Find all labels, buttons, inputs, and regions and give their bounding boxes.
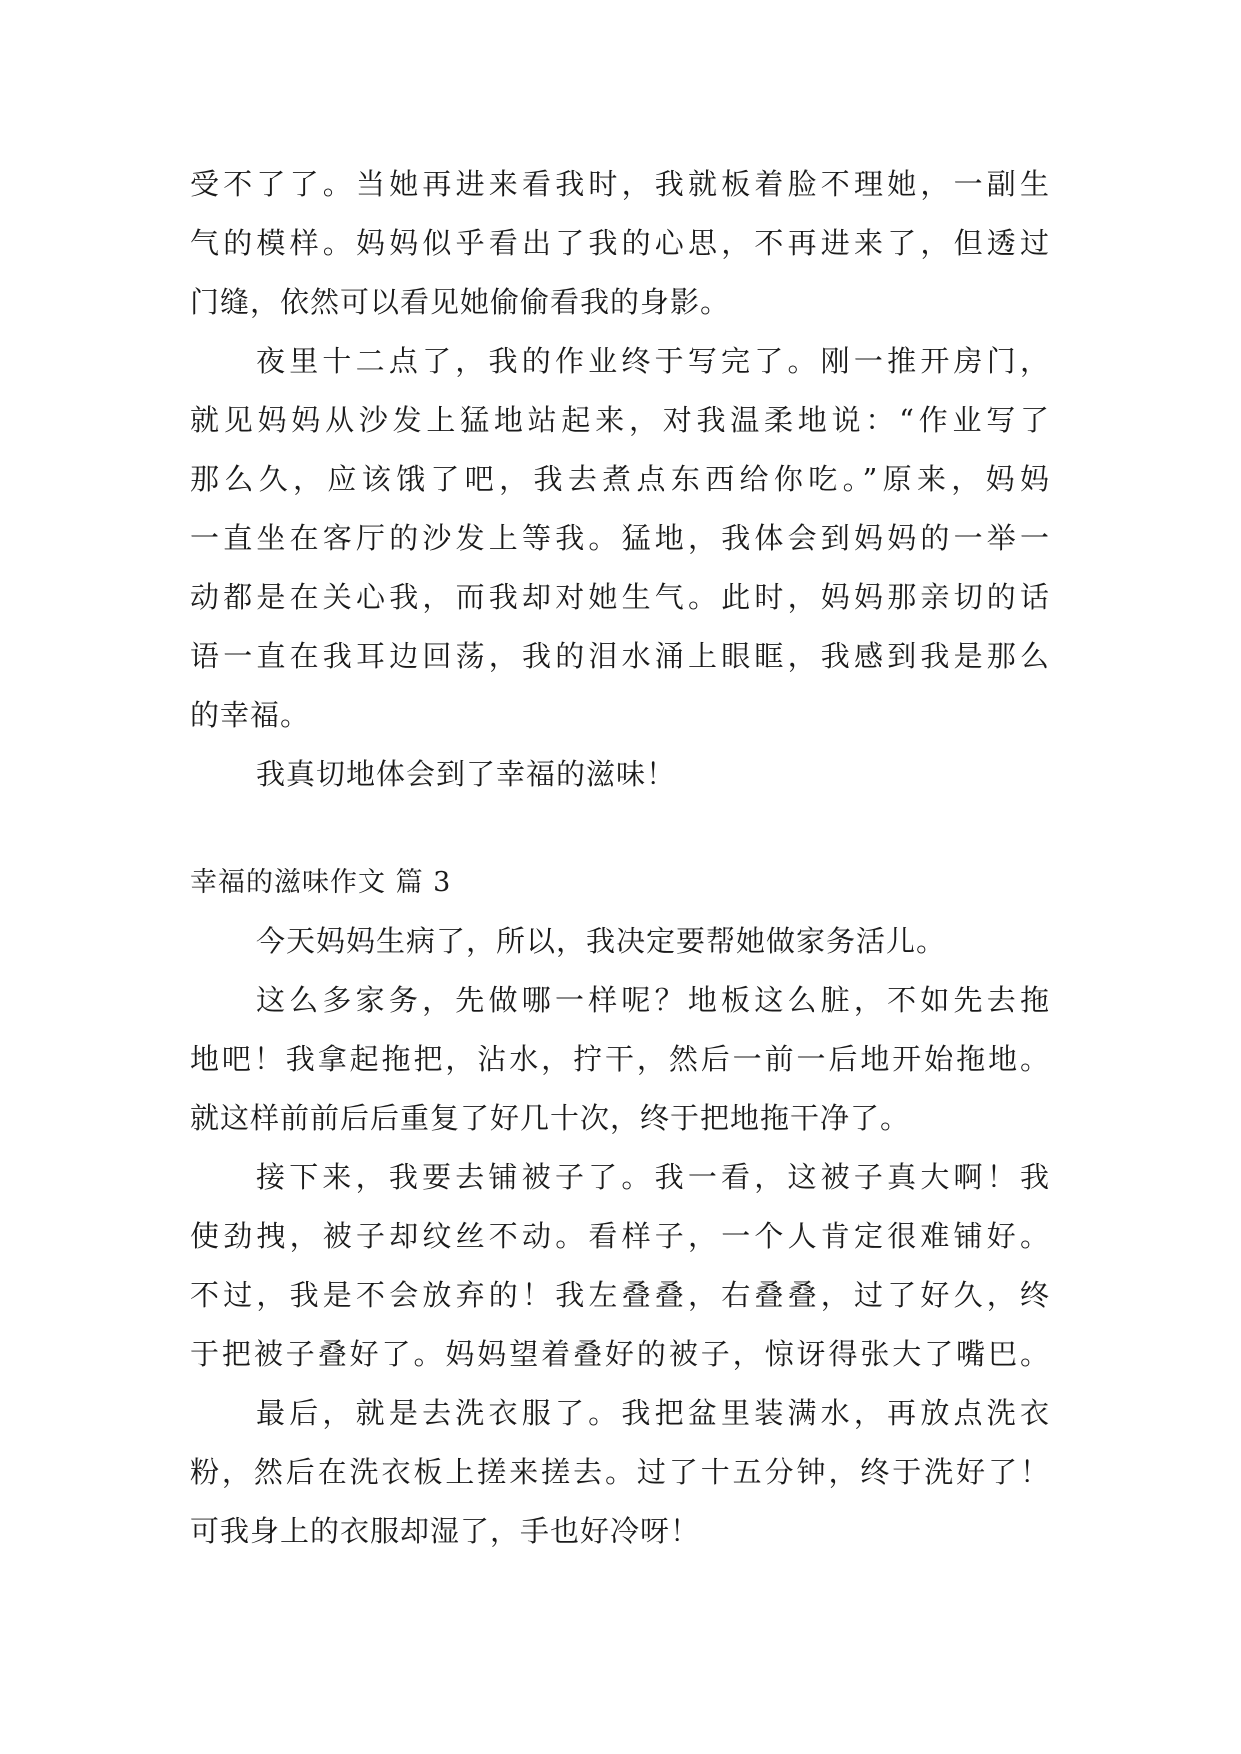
paragraph-line: 今天妈妈生病了，所以，我决定要帮她做家务活儿。 (256, 924, 947, 958)
paragraph-line: 气的模样。妈妈似乎看出了我的心思，不再进来了，但透过 (190, 226, 1050, 260)
paragraph-line: 动都是在关心我，而我却对她生气。此时，妈妈那亲切的话 (190, 580, 1050, 614)
paragraph-line: 粉，然后在洗衣板上搓来搓去。过了十五分钟，终于洗好了！ (190, 1455, 1050, 1489)
paragraph-line: 夜里十二点了，我的作业终于写完了。刚一推开房门， (256, 344, 1050, 378)
paragraph-line: 接下来，我要去铺被子了。我一看，这被子真大啊！我 (256, 1160, 1050, 1194)
paragraph-line: 语一直在我耳边回荡，我的泪水涌上眼眶，我感到我是那么 (190, 639, 1050, 673)
paragraph-line: 使劲拽，被子却纹丝不动。看样子，一个人肯定很难铺好。 (190, 1219, 1050, 1253)
paragraph-line: 可我身上的衣服却湿了，手也好冷呀！ (190, 1514, 701, 1548)
paragraph-line: 地吧！我拿起拖把，沾水，拧干，然后一前一后地开始拖地。 (190, 1042, 1050, 1076)
section-heading: 幸福的滋味作文 篇 3 (190, 867, 452, 898)
paragraph-line: 最后，就是去洗衣服了。我把盆里装满水，再放点洗衣 (256, 1396, 1050, 1430)
paragraph-line: 就见妈妈从沙发上猛地站起来，对我温柔地说：“作业写了 (190, 403, 1050, 437)
paragraph-line: 的幸福。 (190, 698, 311, 732)
paragraph-line: 那么久，应该饿了吧，我去煮点东西给你吃。”原来，妈妈 (190, 462, 1050, 496)
paragraph-line: 一直坐在客厅的沙发上等我。猛地，我体会到妈妈的一举一 (190, 521, 1050, 555)
paragraph-line: 受不了了。当她再进来看我时，我就板着脸不理她，一副生 (190, 167, 1050, 201)
paragraph-line: 于把被子叠好了。妈妈望着叠好的被子，惊讶得张大了嘴巴。 (190, 1337, 1050, 1371)
paragraph-line: 我真切地体会到了幸福的滋味！ (256, 757, 677, 791)
paragraph-line: 门缝，依然可以看见她偷偷看我的身影。 (190, 285, 731, 319)
paragraph-line: 这么多家务，先做哪一样呢？地板这么脏，不如先去拖 (256, 983, 1050, 1017)
paragraph-line: 不过，我是不会放弃的！我左叠叠，右叠叠，过了好久，终 (190, 1278, 1050, 1312)
paragraph-line: 就这样前前后后重复了好几十次，终于把地拖干净了。 (190, 1101, 911, 1135)
